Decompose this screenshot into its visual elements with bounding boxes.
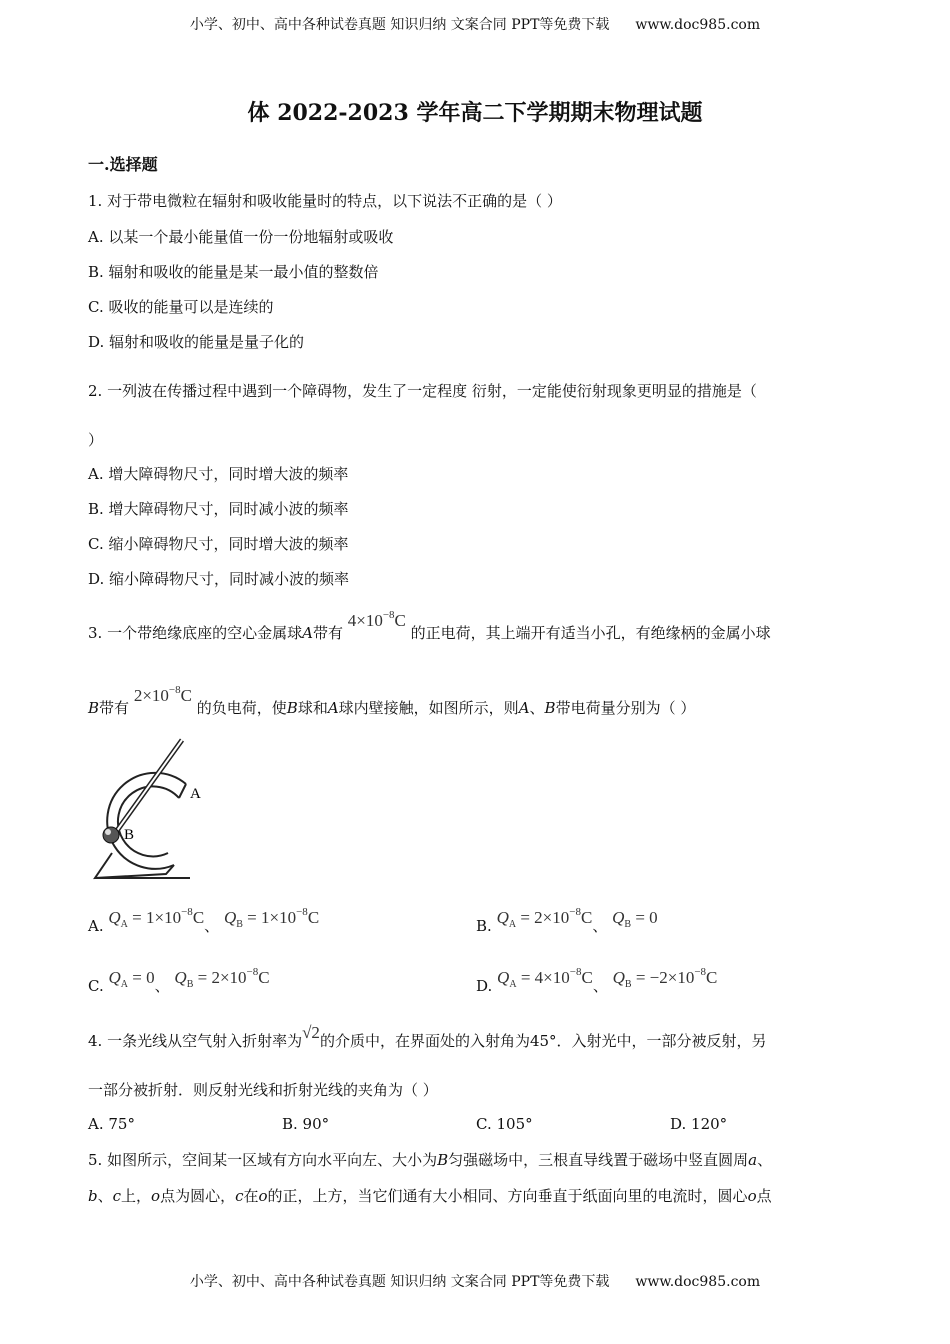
header-site-link[interactable]: www.doc985.com <box>635 17 761 33</box>
q2-option-a: A. 增大障碍物尺寸，同时增大波的频率 <box>88 465 349 483</box>
q3-charge-a: $4\times 10^{-8}C$ <box>347 609 406 630</box>
small-ball-b <box>103 827 119 843</box>
section-heading: 一.选择题 <box>88 155 158 174</box>
page-header <box>0 14 950 34</box>
header-text: 小学、初中、高中各种试卷真题 知识归纳 文案合同 PPT等免费下载 <box>189 17 610 33</box>
q2-stem-cont: ） <box>88 431 104 449</box>
q3-figure <box>80 732 220 882</box>
q1-stem: 1. 对于带电微粒在辐射和吸收能量时的特点，以下说法不正确的是（ ） <box>88 192 562 210</box>
q4-stem-line1: 4. 一条光线从空气射入折射率为√2的介质中，在界面处的入射角为45°．入射光中，一部分被反射，另 <box>88 1023 767 1050</box>
q3-stem-line2: B带有 $2\times 10^{-8}C$ 的负电荷，使B球和A球内壁接触，如图所示，则A、B带电荷量分别为（ ） <box>88 684 696 717</box>
q3-option-a: A. $Q_A = 1\times 10^{-8}C$、 $Q_B = 1\times 10^{-8}C$ <box>88 906 320 935</box>
q4-option-b: B. 90° <box>282 1115 330 1133</box>
page-footer <box>0 1271 950 1291</box>
q1-option-d: D. 辐射和吸收的能量是量子化的 <box>88 333 305 351</box>
footer-text: 小学、初中、高中各种试卷真题 知识归纳 文案合同 PPT等免费下载 <box>189 1274 610 1290</box>
sqrt-two: √2 <box>302 1023 320 1042</box>
q5-stem-line1: 5. 如图所示，空间某一区域有方向水平向左、大小为B匀强磁场中，三根直导线置于磁场中竖直圆周a、 <box>88 1151 773 1169</box>
q3-option-d: D. $Q_A = 4\times 10^{-8}C$、 $Q_B = -2\times 10^{-8}C$ <box>476 966 718 995</box>
q3-charge-b: $2\times 10^{-8}C$ <box>133 684 192 705</box>
sphere-opening-edge <box>179 784 186 798</box>
q2-option-b: B. 增大障碍物尺寸，同时减小波的频率 <box>88 500 349 518</box>
insulating-base <box>95 853 174 878</box>
q4-option-a: A. 75° <box>88 1115 135 1133</box>
sphere-inner-arc <box>118 786 179 856</box>
page-title: 体 2022-2023 学年高二下学期期末物理试题 <box>247 100 703 126</box>
q5-stem-line2: b、c上，o点为圆心，c在o的正，上方，当它们通有大小相同、方向垂直于纸面向里的电流时，圆心o点 <box>88 1187 772 1205</box>
q1-option-b: B. 辐射和吸收的能量是某一最小值的整数倍 <box>88 263 379 281</box>
q3-stem-line1: 3. 一个带绝缘底座的空心金属球A带有 $4\times 10^{-8}C$ 的正电荷，其上端开有适当小孔，有绝缘柄的金属小球 <box>88 609 771 642</box>
q2-stem: 2. 一列波在传播过程中遇到一个障碍物，发生了一定程度 衍射，一定能使衍射现象更明显的措施是（ <box>88 382 757 400</box>
label-b: B <box>124 827 135 843</box>
q4-stem-line2: 一部分被折射．则反射光线和折射光线的夹角为（ ） <box>88 1081 438 1099</box>
footer-site-link[interactable]: www.doc985.com <box>635 1274 761 1290</box>
q4-option-c: C. 105° <box>476 1115 533 1133</box>
q1-option-c: C. 吸收的能量可以是连续的 <box>88 298 274 316</box>
q1-option-a: A. 以某一个最小能量值一份一份地辐射或吸收 <box>88 228 394 246</box>
q4-option-d: D. 120° <box>670 1115 728 1133</box>
q3-option-b: B. $Q_A = 2\times 10^{-8}C$、 $Q_B = 0$ <box>476 906 658 935</box>
q3-option-c: C. $Q_A = 0$、 $Q_B = 2\times 10^{-8}C$ <box>88 966 270 995</box>
q2-option-c: C. 缩小障碍物尺寸，同时增大波的频率 <box>88 535 349 553</box>
label-a: A <box>190 786 201 802</box>
q2-option-d: D. 缩小障碍物尺寸，同时减小波的频率 <box>88 570 350 588</box>
